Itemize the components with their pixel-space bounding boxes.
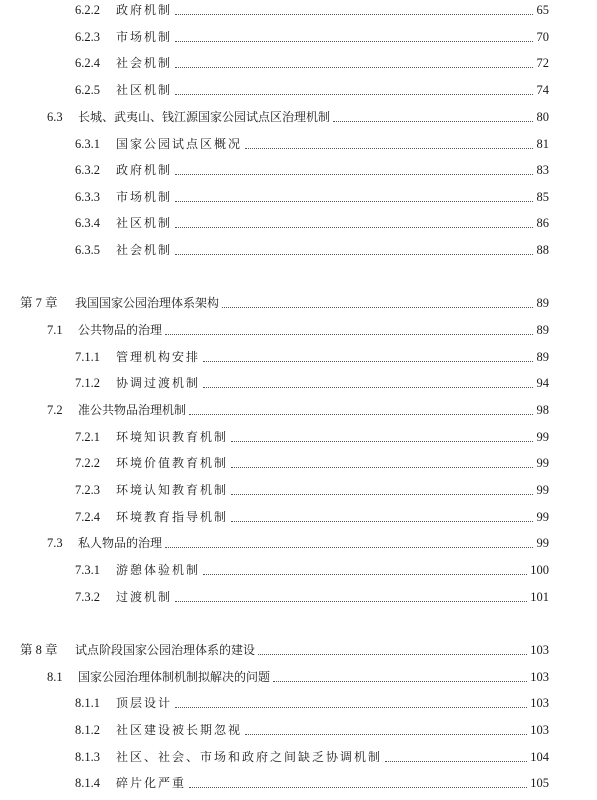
toc-dot-leader: [175, 213, 533, 228]
toc-dot-leader: [245, 134, 533, 149]
toc-entry-page: 89: [536, 350, 549, 364]
toc-dot-leader: [175, 693, 527, 708]
toc-entry-number: 7.2.2: [75, 456, 100, 470]
toc-entry-number: 6.3.1: [75, 137, 100, 151]
toc-entry-page: 88: [536, 243, 549, 257]
toc-dot-leader: [175, 187, 533, 202]
toc-entry-title: 市场机制: [116, 190, 173, 204]
toc-dot-leader: [231, 427, 533, 442]
toc-dot-leader: [175, 27, 533, 42]
toc-entry-number: 7.3.2: [75, 590, 100, 604]
toc-entry[interactable]: [0, 773, 597, 793]
toc-dot-leader: [189, 400, 533, 415]
toc-entry-number: 6.3.4: [75, 216, 100, 230]
toc-entry[interactable]: [0, 507, 597, 527]
toc-entry-number: 7.3: [47, 536, 63, 550]
toc-entry-title: 长城、武夷山、钱江源国家公园试点区治理机制: [78, 110, 331, 124]
toc-entry-title: 游憩体验机制: [116, 563, 201, 577]
toc-entry-page: 80: [536, 110, 549, 124]
toc-entry[interactable]: [0, 213, 597, 233]
toc-entry-page: 99: [536, 456, 549, 470]
toc-entry-page: 81: [536, 137, 549, 151]
toc-entry[interactable]: [0, 747, 597, 767]
toc-entry-number: 6.3.2: [75, 163, 100, 177]
toc-entry[interactable]: [0, 640, 597, 660]
toc-entry[interactable]: [0, 667, 597, 687]
toc-entry-page: 70: [536, 30, 549, 44]
toc-entry-title: 社区机制: [116, 83, 173, 97]
toc-dot-leader: [175, 80, 533, 95]
toc-entry-number: 第 7 章: [20, 296, 58, 310]
toc-entry-title: 协调过渡机制: [116, 376, 201, 390]
toc-entry-title: 准公共物品治理机制: [78, 403, 187, 417]
toc-dot-leader: [175, 240, 533, 255]
toc-dot-leader: [175, 587, 527, 602]
toc-dot-leader: [231, 480, 533, 495]
toc-entry[interactable]: [0, 400, 597, 420]
toc-entry-number: 8.1: [47, 670, 63, 684]
toc-entry-title: 环境认知教育机制: [116, 483, 229, 497]
toc-entry[interactable]: [0, 134, 597, 154]
toc-entry-number: 7.3.1: [75, 563, 100, 577]
toc-entry-title: 社区、社会、市场和政府之间缺乏协调机制: [116, 750, 383, 764]
toc-entry-page: 101: [530, 590, 549, 604]
toc-entry-page: 83: [536, 163, 549, 177]
toc-entry-number: 7.2.1: [75, 430, 100, 444]
toc-entry-number: 8.1.2: [75, 723, 100, 737]
toc-entry-page: 103: [530, 696, 549, 710]
toc-entry-title: 过渡机制: [116, 590, 173, 604]
toc-dot-leader: [231, 453, 533, 468]
toc-entry-number: 6.3.3: [75, 190, 100, 204]
toc-entry[interactable]: [0, 240, 597, 260]
toc-entry[interactable]: [0, 187, 597, 207]
toc-entry-page: 99: [536, 483, 549, 497]
toc-entry-number: 8.1.1: [75, 696, 100, 710]
toc-entry[interactable]: [0, 320, 597, 340]
toc-entry-number: 7.1.2: [75, 376, 100, 390]
toc-entry-title: 环境教育指导机制: [116, 510, 229, 524]
toc-entry-number: 6.2.2: [75, 3, 100, 17]
toc-entry-number: 7.1.1: [75, 350, 100, 364]
toc-entry-number: 6.3: [47, 110, 63, 124]
toc-entry[interactable]: [0, 53, 597, 73]
toc-entry[interactable]: [0, 533, 597, 553]
toc-entry-page: 105: [530, 776, 549, 790]
toc-entry-page: 94: [536, 376, 549, 390]
toc-entry-number: 第 8 章: [20, 643, 58, 657]
toc-dot-leader: [258, 640, 527, 655]
toc-dot-leader: [203, 560, 527, 575]
toc-entry-page: 104: [530, 750, 549, 764]
toc-dot-leader: [203, 347, 533, 362]
toc-entry-page: 99: [536, 430, 549, 444]
toc-entry[interactable]: [0, 693, 597, 713]
toc-entry-number: 6.2.5: [75, 83, 100, 97]
toc-entry-number: 6.3.5: [75, 243, 100, 257]
toc-entry-title: 政府机制: [116, 163, 173, 177]
toc-entry[interactable]: [0, 0, 597, 20]
toc-dot-leader: [175, 0, 533, 15]
toc-entry-page: 85: [536, 190, 549, 204]
toc-entry[interactable]: [0, 107, 597, 127]
toc-entry-number: 7.2.4: [75, 510, 100, 524]
toc-entry-number: 8.1.4: [75, 776, 100, 790]
toc-dot-leader: [231, 507, 533, 522]
toc-entry-page: 74: [536, 83, 549, 97]
toc-dot-leader: [333, 107, 533, 122]
toc-entry[interactable]: [0, 560, 597, 580]
toc-entry[interactable]: [0, 720, 597, 740]
toc-entry-title: 公共物品的治理: [78, 323, 163, 337]
toc-entry-page: 103: [530, 670, 549, 684]
toc-entry-title: 碎片化严重: [116, 776, 187, 790]
toc-entry-title: 私人物品的治理: [78, 536, 163, 550]
toc-entry-title: 环境知识教育机制: [116, 430, 229, 444]
toc-dot-leader: [273, 667, 527, 682]
toc-entry-page: 98: [536, 403, 549, 417]
toc-entry[interactable]: [0, 427, 597, 447]
toc-dot-leader: [245, 720, 527, 735]
toc-entry-title: 顶层设计: [116, 696, 173, 710]
toc-entry-number: 6.2.4: [75, 56, 100, 70]
toc-entry[interactable]: [0, 347, 597, 367]
toc-dot-leader: [203, 373, 533, 388]
toc-entry-page: 99: [536, 510, 549, 524]
toc-entry-number: 6.2.3: [75, 30, 100, 44]
toc-entry-page: 103: [530, 643, 549, 657]
toc-entry-page: 99: [536, 536, 549, 550]
toc-entry[interactable]: [0, 27, 597, 47]
toc-dot-leader: [175, 53, 533, 68]
toc-entry-page: 86: [536, 216, 549, 230]
toc-entry-title: 管理机构安排: [116, 350, 201, 364]
toc-entry-title: 国家公园试点区概况: [116, 137, 243, 151]
toc-dot-leader: [165, 533, 533, 548]
toc-entry[interactable]: [0, 373, 597, 393]
toc-dot-leader: [222, 293, 533, 308]
toc-entry-number: 7.1: [47, 323, 63, 337]
toc-entry-number: 7.2.3: [75, 483, 100, 497]
toc-entry-title: 社区建设被长期忽视: [116, 723, 243, 737]
toc-entry-page: 72: [536, 56, 549, 70]
toc-dot-leader: [189, 773, 527, 788]
toc-entry[interactable]: [0, 293, 597, 313]
toc-entry[interactable]: [0, 480, 597, 500]
toc-entry-title: 社区机制: [116, 216, 173, 230]
toc-entry[interactable]: [0, 453, 597, 473]
toc-entry[interactable]: [0, 587, 597, 607]
toc-entry-number: 7.2: [47, 403, 63, 417]
toc-entry-title: 社会机制: [116, 56, 173, 70]
toc-entry-title: 我国国家公园治理体系架构: [75, 296, 220, 310]
toc-entry-title: 社会机制: [116, 243, 173, 257]
toc-entry-page: 65: [536, 3, 549, 17]
toc-entry-title: 环境价值教育机制: [116, 456, 229, 470]
toc-entry-page: 89: [536, 323, 549, 337]
toc-entry-page: 89: [536, 296, 549, 310]
toc-dot-leader: [175, 160, 533, 175]
toc-entry-number: 8.1.3: [75, 750, 100, 764]
toc-entry-title: 国家公园治理体制机制拟解决的问题: [78, 670, 271, 684]
toc-entry-title: 市场机制: [116, 30, 173, 44]
toc-dot-leader: [385, 747, 527, 762]
toc-entry-title: 政府机制: [116, 3, 173, 17]
toc-entry[interactable]: [0, 160, 597, 180]
toc-dot-leader: [165, 320, 533, 335]
toc-entry-page: 103: [530, 723, 549, 737]
toc-entry-title: 试点阶段国家公园治理体系的建设: [75, 643, 256, 657]
toc-entry[interactable]: [0, 80, 597, 100]
toc-entry-page: 100: [530, 563, 549, 577]
